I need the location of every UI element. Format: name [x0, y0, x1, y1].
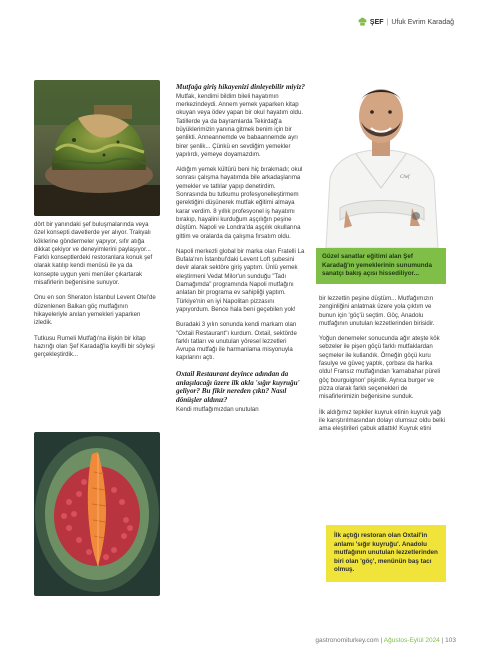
col2-paragraph-1: Mutfak, kendimi bildim bileli hayatımın merkezindeydi. Annem yemek yaparken kitap okuyan veya ödev yapan bir okul hayatım oldu. Tatillerde ya da bayramlarda Tekirdağ'a büyüklerimizin yanına gitmek benim için bir şenlikti. Anneannemde ve babaannemde ayrı birer şenlik... Çünkü en sevdiğim yemekler yapılırdı, yemeye doyamazdım. [176, 92, 304, 158]
column-1 [34, 221, 158, 366]
col2-paragraph-4: Buradaki 3 yılın sonunda kendi markam olan "Oxtail Restaurant"ı kurdum. Oxtail, sektörde farklı tatları ve unutulan yöresel lezzetleri Avrupa mutfağı ile harmanlama misyonuyla kapılarını açtı. [176, 321, 297, 362]
svg-text:Chef: Chef [400, 175, 410, 180]
col2-paragraph-3: Napoli merkezli global bir marka olan Fratelli La Bufala'nın İstanbul'daki Levent Loft şubesini devir alarak sektöre giriş yaptım. Ünlü yemek eleştirmeni Vedat Milor'un sunduğu "Tadı Damağımda" programında Napoli mutfağını anlatan bir programa ev sahipliği yaptım. Türkiye'nin en iyi Napolitan pizzasını yapıyordum. Bence hala beni geçebilen yok! [176, 247, 305, 313]
author-name: Ufuk Evrim Karadağ [391, 18, 454, 26]
col2-paragraph-5: Kendi mutfağımızdan unutulan [176, 405, 259, 413]
page-footer [315, 637, 456, 644]
footer-separator: | [380, 637, 383, 644]
footer-separator-2: | [441, 637, 444, 644]
col3-paragraph-3: İlk aldığımız tepkiler kuyruk etinin kuyruk yağı ile karıştırılmasından dolayı olumsuz oldu belki ama eleştirileri çabuk atlattık! Kuyruk etini [319, 408, 445, 433]
col2-paragraph-2: Aldığım yemek kültürü beni hiç bırakmadı; okul sonrası çalışma hayatımda bile arkadaşlarıma yemekler ve tatlılar yapıp denetirdim. Sonrasında bu tutkumu profesyonelleştirmem gerektiğini düşünerek mutfak eğitimi almaya karar verdim. 8 yıllık profesyonel iş hayatımı bırakıp, hayalini kurduğum aşçılığın peşine düştüm. Napoli ve Londra'da aşçılık okullarına gittim ve oralarda da çalışma fırsatım oldu. [176, 166, 303, 240]
column-3 [319, 295, 445, 440]
column-2 [176, 83, 306, 421]
col3-paragraph-2: Yoğun denemeler sonucunda ağır ateşte kök sebzeler ile pişen göçü farklı mutfaklardan seçmeler ile kullandık. Örneğin göçü kuru fasulye ve güveç yaptık, çorbası da harika oldu! Fransız mutfağından 'karnabahar püreli göç bourguignon' pişirdik. Ayrıca burger ve pizza olarak farklı seçenekleri de misafirlerimizin beğenisine sunduk. [319, 335, 441, 401]
section-label: ŞEF [369, 18, 384, 26]
chef-hat-icon [358, 17, 367, 27]
header-separator: | [386, 18, 389, 26]
col1-paragraph-3: Tutkusu Rumeli Mutfağı'na ilişkin bir kitap hazırığı olan Şef Karadağ'la keyifli bir söyleşi gerçekleştirdik... [34, 334, 155, 359]
footer-issue: Ağustos-Eylül 2024 [383, 637, 440, 644]
chef-portrait-photo [316, 58, 447, 248]
plate-photo [34, 432, 160, 596]
col1-paragraph-1: dört bir yanındaki şef buluşmalarında veya özel konsepti davetlerde yer alıyor. Trakyalı köklerine göndermeler yapıyor, sıfır atığa dikkat çekiyor ve deneyimlerini paylaşıyor... Farklı konseptlerdeki restoranlara konuk şef olarak katılıp kendi menüsü ile ya da konsepte uygun yeni menüler çıkartarak misafirlerin beğenisine sunuyor. [34, 221, 153, 287]
col3-paragraph-1: bir lezzettin peşine düştüm... Mutfağımızın zenginliğini anlatmak üzere yola çıktım ve bunun için 'göç'ü seçtim. Göç, Anadolu mutfağının unutulan lezzetlerinden birisidir. [319, 295, 435, 327]
green-pull-quote: Güzel sanatlar eğitimi alan Şef Karadağ'ın yemeklerinin sunumunda sanatçı bakış açısı hissediliyor... [316, 248, 446, 284]
cake-photo [34, 80, 160, 216]
page-header [358, 17, 454, 27]
question-1: Mutfağa giriş hikayenizi dinleyebilir miyiz? [176, 83, 305, 91]
col1-paragraph-2: Onu en son Sheraton İstanbul Levent Otel'de düzenlenen Balkan göç mutfağının hikayeleriyle anılan yemekleri yaparken izledik. [34, 294, 156, 327]
yellow-pull-quote: İlk açtığı restoran olan Oxtail'in anlamı 'sığır kuyruğu'. Anadolu mutfağının unutulan lezzetlerinden biri olan 'göç', menünün baş tacı olmuş. [326, 525, 446, 582]
question-2: Oxtail Restaurant deyince adından da anlaşılacağı üzere ilk akla 'sığır kuyruğu' geliyor? Bu fikir nereden çıktı? Nasıl dönüşler aldınız? [176, 369, 300, 405]
footer-site: gastronomiturkey.com [315, 637, 379, 644]
page-number: 103 [445, 637, 456, 644]
